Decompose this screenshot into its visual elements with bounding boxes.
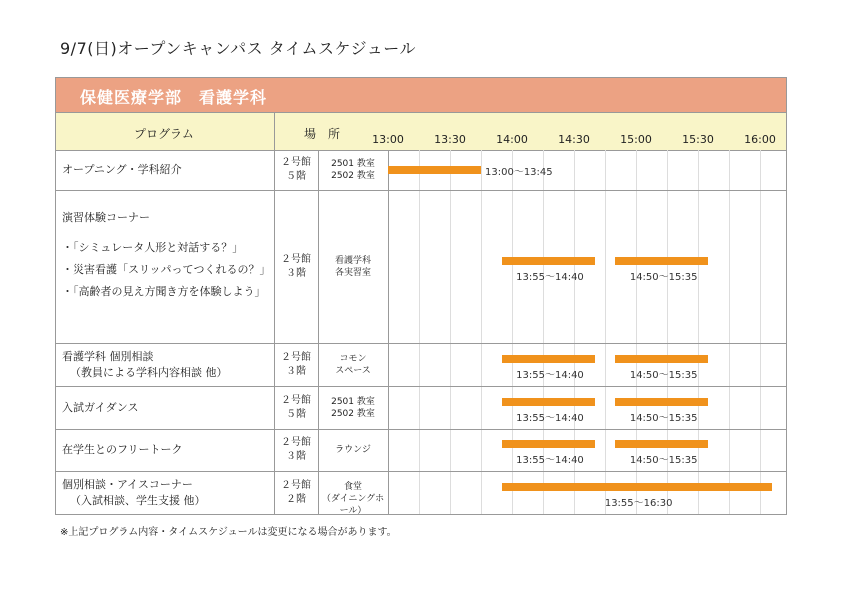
time-gridline: [760, 150, 761, 514]
building-label: ２号館: [281, 479, 311, 491]
schedule-table: [55, 113, 787, 515]
building-label: ５階: [286, 171, 306, 182]
row-divider: [56, 386, 786, 387]
building-label: ２号館: [281, 157, 311, 168]
session-bar: [615, 355, 708, 363]
program-label: （入試相談、学生支援 他）: [70, 493, 206, 507]
program-label: オープニング・学科紹介: [62, 163, 182, 176]
room-label: 2502 教室: [331, 408, 375, 419]
table-header: [56, 113, 786, 151]
program-label: 在学生とのフリートーク: [62, 443, 183, 456]
program-label: 看護学科 個別相談: [62, 349, 154, 363]
session-time-label: 13:55～14:40: [516, 455, 584, 466]
time-label: 13:30: [434, 133, 466, 146]
program-label: （教員による学科内容相談 他）: [70, 365, 228, 379]
building-label: ３階: [286, 267, 306, 279]
program-label: 個別相談・アイスコーナー: [62, 477, 193, 491]
building-label: ２号館: [281, 437, 311, 448]
row-divider: [56, 471, 786, 472]
building-label: ２号館: [281, 253, 311, 265]
session-time-label: 14:50～15:35: [629, 412, 698, 424]
time-label: 15:30: [682, 133, 714, 146]
session-time-label: 13:55～14:40: [516, 412, 584, 424]
session-bar: [502, 355, 595, 363]
building-label: ２号館: [281, 394, 311, 406]
session-bar: [502, 398, 595, 406]
room-label: コモン: [339, 353, 367, 364]
program-label: 入試ガイダンス: [62, 400, 139, 414]
time-gridline: [450, 150, 451, 514]
session-time-label: 14:50～15:35: [629, 455, 698, 466]
room-label: （ダイニングホール）: [321, 493, 385, 516]
program-label: ・災害看護「スリッパってつくれるの？」: [62, 263, 271, 276]
time-gridline: [605, 150, 606, 514]
time-gridline: [419, 150, 420, 514]
session-time-label: 13:55～14:40: [516, 271, 584, 283]
header-place: 場 所: [304, 127, 341, 141]
footnote: ※上記プログラム内容・タイムスケジュールは変更になる場合があります。: [60, 527, 397, 538]
session-bar: [615, 257, 708, 265]
row-divider: [56, 429, 786, 430]
time-gridline: [512, 150, 513, 514]
time-label: 16:00: [744, 133, 776, 146]
session-bar: [615, 440, 708, 448]
session-time-label: 13:55～16:30: [604, 497, 673, 509]
session-bar: [502, 257, 595, 265]
program-label: ・「高齢者の見え方聞き方を体験しよう」: [62, 285, 266, 298]
time-gridline: [481, 150, 482, 514]
room-label: 2501 教室: [331, 159, 375, 169]
room-label: 看護学科: [334, 255, 371, 266]
time-gridline: [698, 150, 699, 514]
room-label: 2501 教室: [331, 396, 375, 407]
room-label: 各実習室: [334, 267, 371, 278]
program-label: 演習体験コーナー: [62, 211, 150, 224]
room-label: 2502 教室: [331, 171, 375, 181]
building-label: ２号館: [281, 351, 311, 363]
session-bar: [388, 166, 481, 174]
building-divider: [318, 150, 319, 514]
header-program: プログラム: [134, 127, 194, 141]
room-label: 食堂: [343, 481, 362, 492]
session-bar: [615, 398, 708, 406]
row-divider: [56, 190, 786, 191]
time-label: 14:00: [496, 133, 528, 146]
session-bar: [502, 440, 595, 448]
time-label: 14:30: [558, 133, 590, 146]
session-time-label: 14:50～15:35: [629, 271, 698, 283]
time-label: 13:00: [372, 133, 404, 146]
room-label: ラウンジ: [335, 445, 371, 455]
room-label: スペース: [335, 365, 371, 376]
session-bar: [502, 483, 772, 491]
time-divider: [388, 150, 389, 514]
session-time-label: 14:50～15:35: [629, 369, 698, 381]
department-title: 保健医療学部 看護学科: [80, 88, 268, 107]
page-title: 9/7(日)オープンキャンパス タイムスケジュール: [60, 39, 416, 58]
building-label: ２階: [286, 493, 306, 505]
session-time-label: 13:00～13:45: [485, 167, 553, 178]
department-banner: [55, 77, 787, 113]
session-time-label: 13:55～14:40: [516, 369, 584, 381]
building-label: ３階: [286, 365, 306, 377]
row-divider: [56, 343, 786, 344]
program-label: ・「シミュレータ人形と対話する？」: [62, 241, 244, 254]
building-label: ５階: [286, 408, 306, 420]
time-gridline: [729, 150, 730, 514]
time-label: 15:00: [620, 133, 652, 146]
building-label: ３階: [286, 451, 306, 462]
